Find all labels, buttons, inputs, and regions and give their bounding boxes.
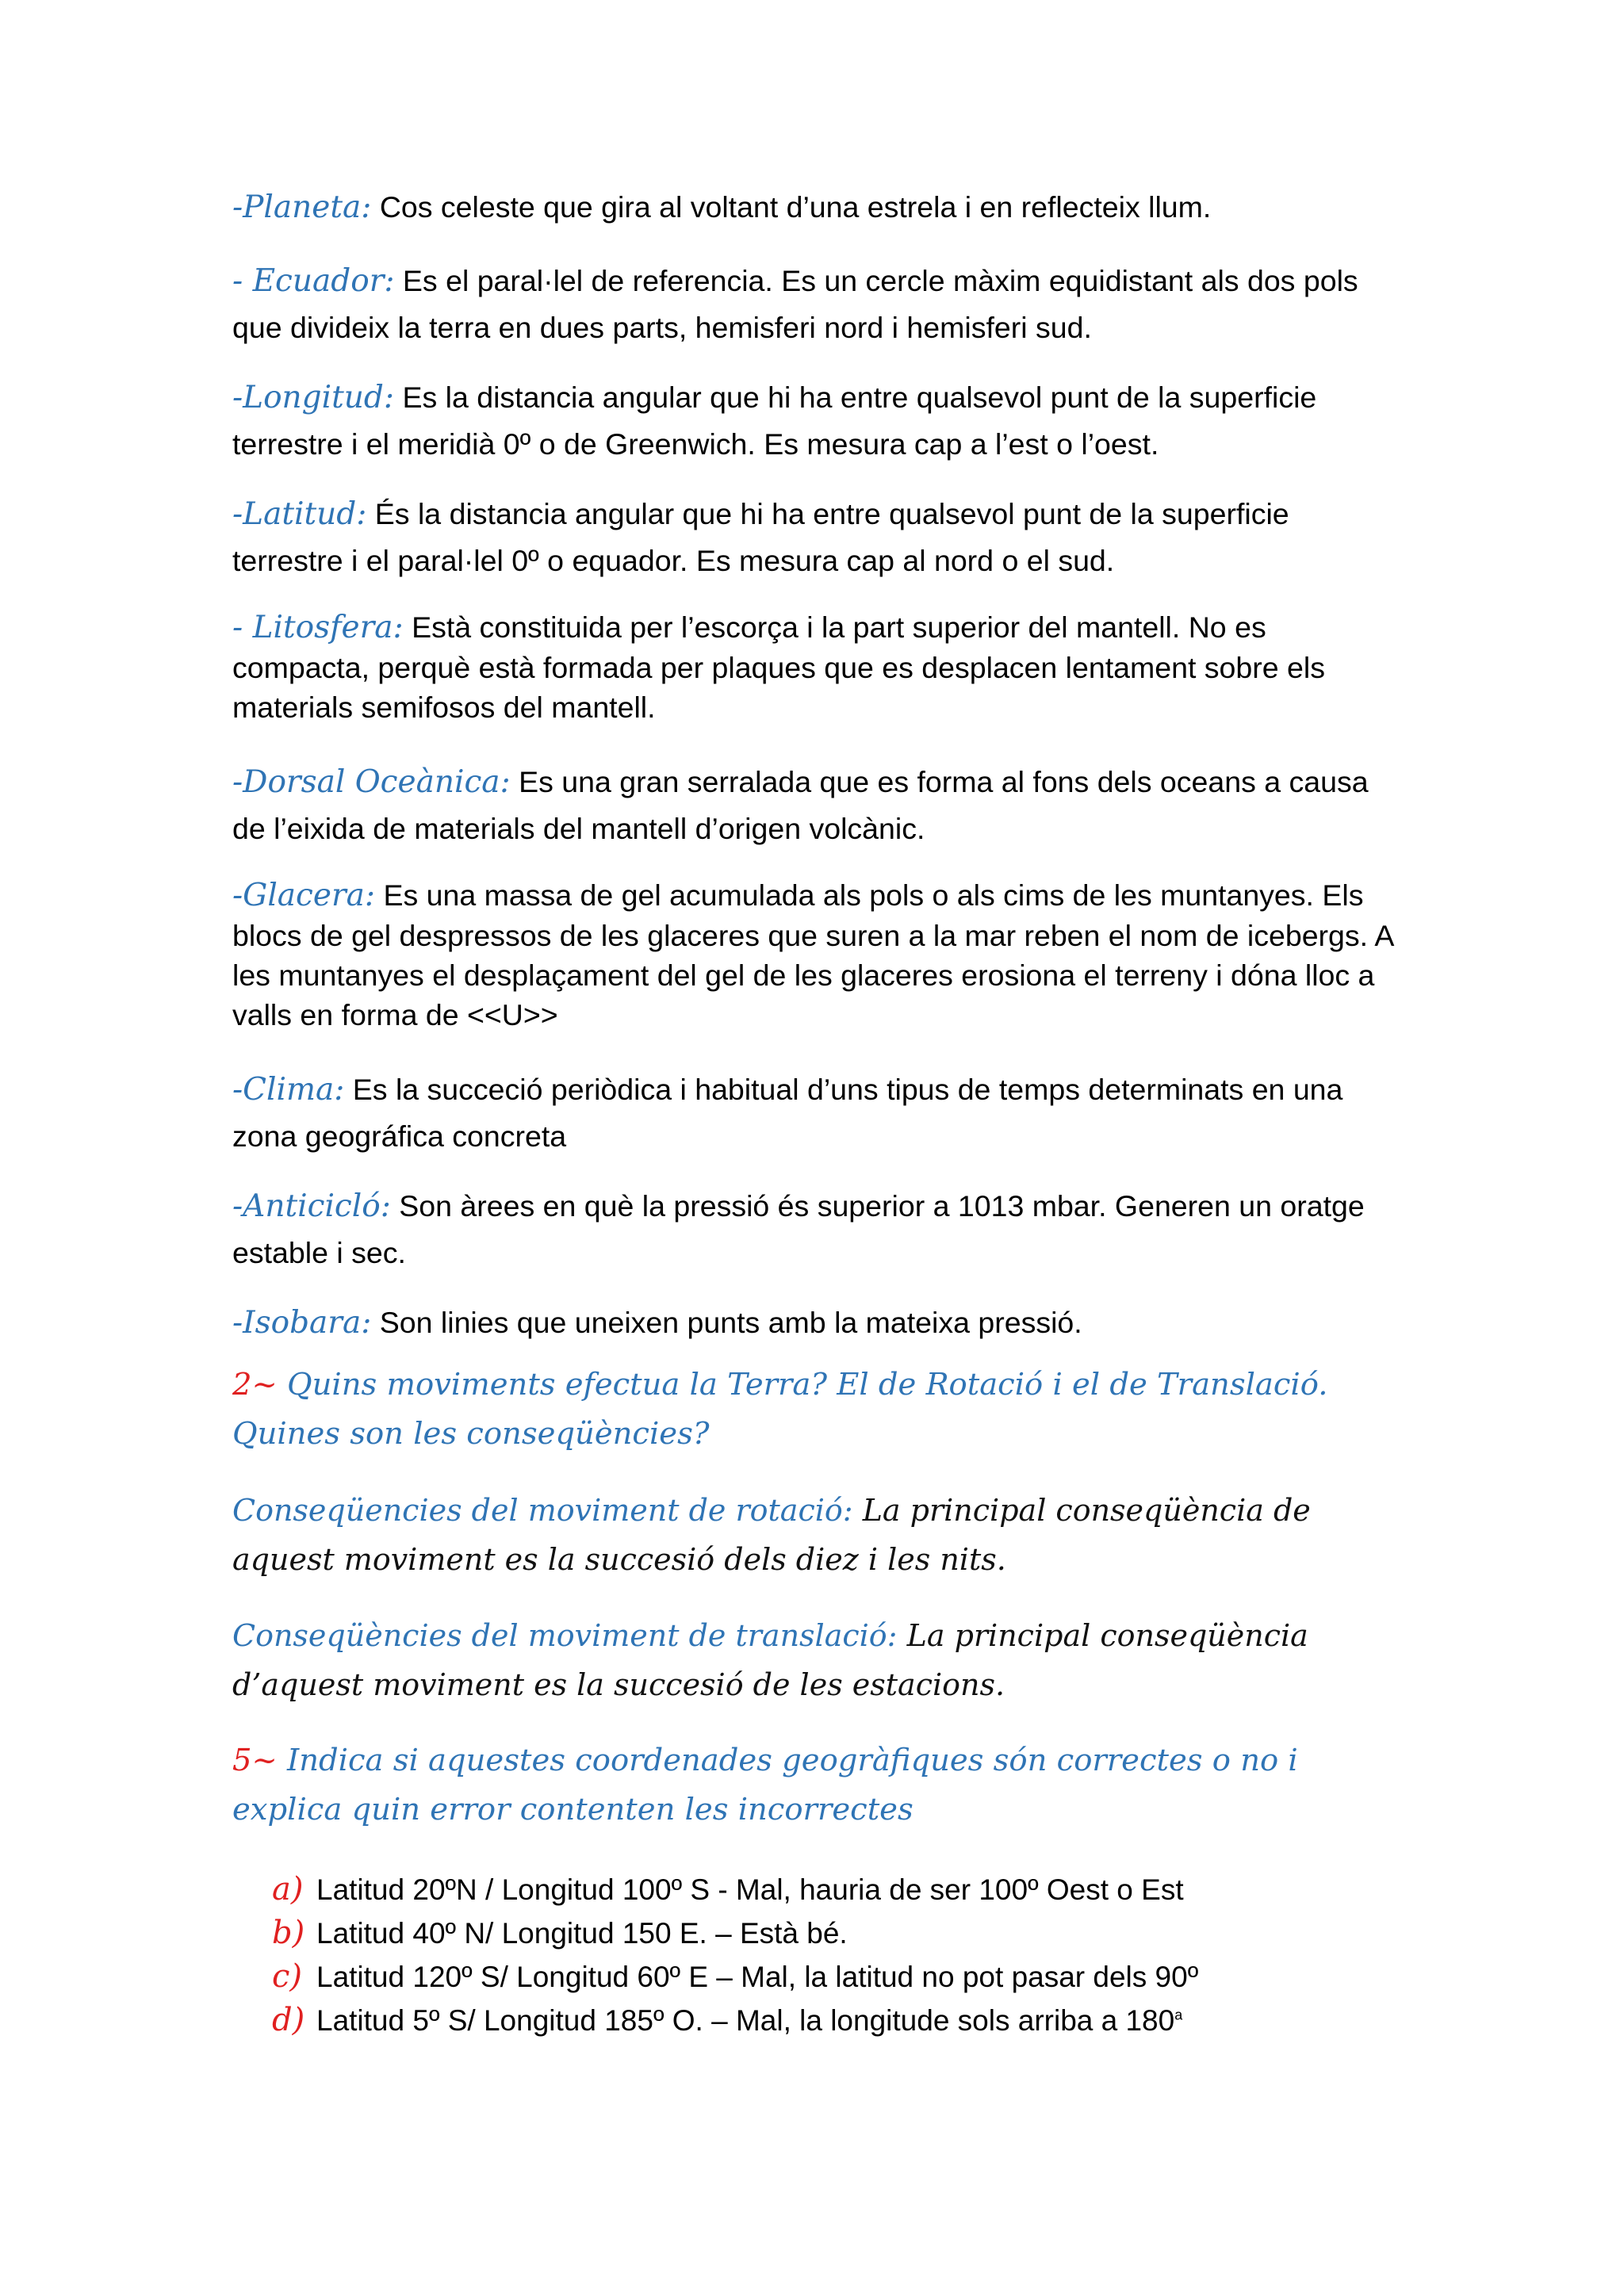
list-item-text: Latitud 20ºN / Longitud 100º S - Mal, hauria de ser 100º Oest o Est [316,1873,1184,1906]
list-marker: b) [272,1915,305,1951]
definition-term: -Planeta: [232,189,372,225]
list-marker: a) [272,1871,304,1908]
definition-text: Son linies que uneixen punts amb la mateixa pressió. [379,1306,1082,1339]
list-item [272,1911,1398,1955]
definition-isobara [232,1299,1398,1346]
definition-text: Cos celeste que gira al voltant d’una estrela i en reflecteix llum. [379,190,1212,224]
definition-text: Es la distancia angular que hi ha entre qualsevol punt de la superficie terrestre i el meridià 0º o de Greenwich. Es mesura cap a l’est o l’oest. [232,381,1317,461]
list-item-text-wrap [316,1999,1182,2042]
document-body [232,184,1398,2042]
definition-anticiclo [232,1183,1398,1276]
definition-glacera [232,875,1398,1035]
translation-answer [232,1611,1398,1709]
definition-term: -Glacera: [232,878,376,913]
question-2 [232,1360,1398,1459]
superscript: a [1174,2007,1183,2023]
definition-term: - Ecuador: [232,263,395,299]
question-number: 5~ [232,1743,278,1778]
question-5 [232,1736,1398,1835]
definition-clima [232,1066,1398,1159]
question-text: Indica si aquestes coordenades geogràfiques són correctes o no i explica quin error contenten les incorrectes [232,1743,1298,1827]
definition-term: -Latitud: [232,496,367,532]
definition-text: Es el paral·lel de referencia. Es un cercle màxim equidistant als dos pols que divideix la terra en dues parts, hemisferi nord i hemisferi sud. [232,264,1358,344]
list-item-text: Latitud 40º N/ Longitud 150 E. – Està bé. [316,1917,848,1950]
translation-label: Conseqüències del moviment de translació: [232,1618,898,1653]
list-item [272,1955,1398,1999]
definition-ecuador [232,258,1398,350]
rotation-answer [232,1486,1398,1584]
definition-planeta [232,184,1398,231]
list-marker: c) [272,1958,303,1995]
definition-term: -Isobara: [232,1305,372,1341]
definition-text: Es una gran serralada que es forma al fons dels oceans a causa de l’eixida de materials del mantell d’origen volcànic. [232,765,1369,845]
definition-latitud [232,491,1398,584]
definition-text: Es la succeció periòdica i habitual d’uns tipus de temps determinats en una zona geográfica concreta [232,1073,1343,1153]
list-item [272,1868,1398,1911]
list-item [272,1999,1398,2042]
rotation-label: Conseqüencies del moviment de rotació: [232,1493,853,1528]
definition-term: -Dorsal Oceànica: [232,764,511,800]
rotation-text: La principal conseqüència de aquest moviment es la succesió dels diez i les nits. [232,1493,1311,1577]
question-text: Quins moviments efectua la Terra? El de Rotació i el de Translació. Quines son les conseqüències? [232,1367,1328,1452]
definition-text: Es una massa de gel acumulada als pols o als cims de les muntanyes. Els blocs de gel despressos de les glaceres que suren a la mar reben el nom de icebergs. A les muntanyes el desplaçament del gel de les glaceres erosiona el terreny i dóna lloc a valls en forma de <<U>> [232,878,1393,1031]
definition-longitud [232,374,1398,467]
translation-text: La principal conseqüència d’aquest moviment es la succesió de les estacions. [232,1618,1308,1702]
definition-term: -Longitud: [232,380,395,415]
coordinates-answer-list [232,1868,1398,2042]
definition-text: Està constituida per l’escorça i la part superior del mantell. No es compacta, perquè està formada per plaques que es desplacen lentament sobre els materials semifosos del mantell. [232,610,1325,724]
definition-term: -Anticicló: [232,1188,391,1224]
list-item-text: Latitud 5º S/ Longitud 185º O. – Mal, la longitude sols arriba a 180 [316,2004,1175,2037]
definition-term: - Litosfera: [232,610,404,645]
list-marker: d) [272,2002,305,2038]
question-number: 2~ [232,1367,278,1402]
definition-term: -Clima: [232,1072,345,1108]
list-item-text: Latitud 120º S/ Longitud 60º E – Mal, la latitud no pot pasar dels 90º [316,1961,1199,1993]
definition-text: Son àrees en què la pressió és superior a 1013 mbar. Generen un oratge estable i sec. [232,1189,1365,1269]
definition-dorsal-oceanica [232,759,1398,851]
definition-text: És la distancia angular que hi ha entre qualsevol punt de la superficie terrestre i el paral·lel 0º o equador. Es mesura cap al nord o el sud. [232,497,1289,577]
definition-litosfera [232,607,1398,727]
